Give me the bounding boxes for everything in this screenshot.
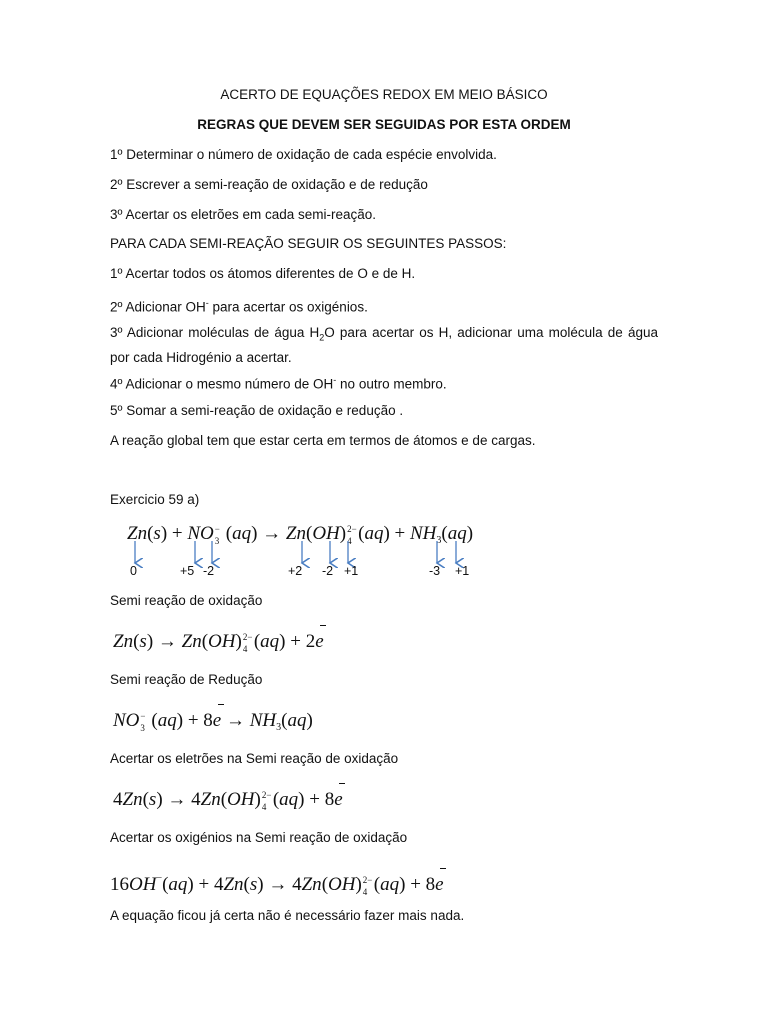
oxidation-label: Semi reação de oxidação xyxy=(110,593,263,608)
balance-electrons-label: Acertar os eletrões na Semi reação de oxidação xyxy=(110,751,399,766)
step-3: 3º Adicionar moléculas de água $H_2O$ para acertar os H, adicionar uma molécula de água por cada Hidrogénio a acertar. xyxy=(110,325,658,365)
oxnum-o-product: -2 xyxy=(322,564,334,578)
reduction-label: Semi reação de Redução xyxy=(110,672,263,687)
oxnum-zn: 0 xyxy=(130,564,137,578)
section-heading: PARA CADA SEMI-REAÇÃO SEGUIR OS SEGUINTES PASSOS: xyxy=(110,236,507,251)
step-4: 4º Adicionar o mesmo número de OH- no outro membro. xyxy=(110,375,447,392)
page-subtitle: REGRAS QUE DEVEM SER SEGUIDAS POR ESTA ORDEM xyxy=(197,117,571,132)
page-title: ACERTO DE EQUAÇÕES REDOX EM MEIO BÁSICO xyxy=(220,87,548,102)
oxnum-n: +5 xyxy=(180,564,195,578)
step-5: 5º Somar a semi-reação de oxidação e redução . xyxy=(110,403,404,418)
global-rule: A reação global tem que estar certa em termos de átomos e de cargas. xyxy=(110,433,536,448)
step-2: 2º Adicionar OH- para acertar os oxigénios. xyxy=(110,298,368,315)
equation-electrons-balanced: 4Zn(s) → 4Zn(OH) 2− 4 (aq) + 8e xyxy=(113,789,343,812)
step-1: 1º Acertar todos os átomos diferentes de O e de H. xyxy=(110,266,416,281)
equation-full-reaction: Zn(s) + NO − 3 (aq) → Zn(OH) 2− 4 $(aq) + NH_3(aq)$ xyxy=(127,523,474,546)
equation-reduction: NO − 3 $(aq) + 8e \to NH_3(aq)$ xyxy=(113,710,313,733)
oxnum-h-product: +1 xyxy=(344,564,359,578)
rule-3: 3º Acertar os eletrões em cada semi-reação. xyxy=(110,207,377,222)
exercise-label: Exercicio 59 a) xyxy=(110,492,200,507)
oxnum-zn-product: +2 xyxy=(288,564,303,578)
equation-oxygen-balanced: 16OH−(aq) + 4Zn(s) → 4Zn(OH) 2− 4 (aq) + 8e xyxy=(110,873,444,897)
oxnum-o: -2 xyxy=(203,564,215,578)
oxnum-h-nh3: +1 xyxy=(455,564,470,578)
rule-2: 2º Escrever a semi-reação de oxidação e de redução xyxy=(110,177,428,192)
conclusion: A equação ficou já certa não é necessário fazer mais nada. xyxy=(110,908,465,923)
balance-oxygen-label: Acertar os oxigénios na Semi reação de oxidação xyxy=(110,830,408,845)
oxnum-n-nh3: -3 xyxy=(429,564,441,578)
rule-1: 1º Determinar o número de oxidação de cada espécie envolvida. xyxy=(110,147,497,162)
equation-oxidation: Zn(s) → Zn(OH) 2− 4 (aq) + 2e xyxy=(113,631,324,654)
